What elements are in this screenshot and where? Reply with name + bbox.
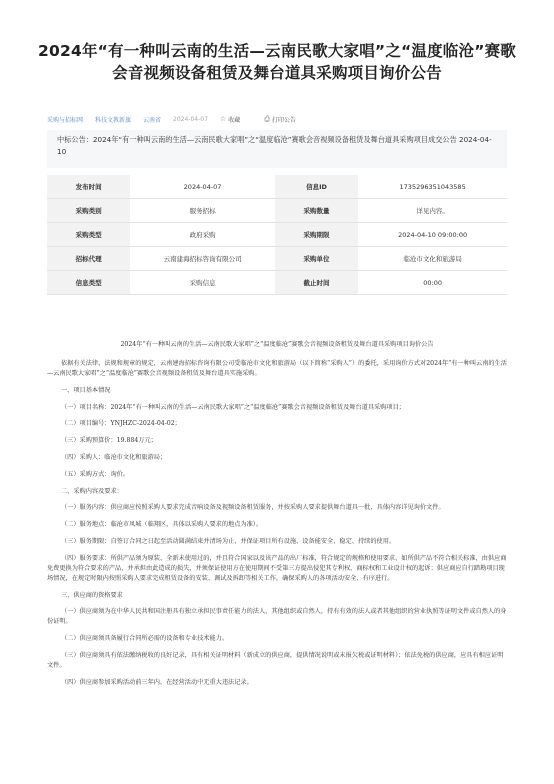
breadcrumb-item[interactable]: 云南省 — [143, 116, 162, 124]
body-paragraph: （一）项目名称：2024年“有一种叫云南的生活—云南民歌大家唱”之“温度临沧”赛歌会音视频设备租赁及舞台道具采购项目； — [61, 403, 405, 411]
meta-bar — [47, 112, 320, 126]
info-row — [47, 223, 507, 247]
body-paragraph: （四）采购人：临沧市文化和旅游局； — [61, 453, 167, 461]
body-paragraph: 二、采购内容及要求： — [61, 487, 123, 495]
body-paragraph: （三）采购预算价：19.884万元； — [61, 437, 157, 445]
info-label: 招标代理 — [47, 247, 130, 271]
body-paragraph: （四）服务要求：所供产品须为原装、全新未使用过的，并且符合国家以及该产品的出厂标准，符合规定的规格和使用要求，如所供产品不符合相关标准，由供应商免费更换为符合要求的产品，并承担由此造成的损失，并须保证使用方在使用期间不受第三方提出侵犯其专利权、商标权和工业设计权的起诉；供应商应自行踏勘项目现场情况，在规定时限内按照采购人要求完成租赁设备的安装、调试及拆卸等相关工作，确保采购人的各项活动安全、有序进行。 — [47, 554, 507, 582]
body-paragraph: （二）服务地点：临沧市凤城（临翔区，具体以采购人要求的地点为准）。 — [61, 521, 263, 529]
body-paragraph: （一）服务内容：供应商应按照采购人要求完成音响设备及视频设备租赁服务，并按采购人要求提供舞台道具一批，具体内容详见询价文件。 — [61, 504, 445, 512]
info-label: 截止时间 — [275, 271, 358, 295]
info-label: 采购单位 — [275, 247, 358, 271]
publish-date: 2024-04-07 — [173, 115, 208, 123]
title-line-1: 2024年“有一种叫云南的生活—云南民歌大家唱”之“温度临沧”赛歌 — [38, 42, 516, 60]
body-paragraph: （五）采购方式：询价。 — [61, 470, 130, 478]
info-value: 政府采购 — [130, 223, 275, 247]
print-button[interactable] — [264, 115, 308, 124]
body-paragraph: 三、供应商的资格要求 — [61, 591, 123, 599]
title-line-2: 会音视频设备租赁及舞台道具采购项目询价公告 — [112, 64, 442, 82]
announcement-body — [47, 340, 507, 695]
info-value: 临沧市文化和旅游局 — [358, 247, 507, 271]
info-value: 00:00 — [358, 271, 507, 295]
announcement-heading: 2024年“有一种叫云南的生活—云南民歌大家唱”之“温度临沧”赛歌会音视频设备租赁及舞台道具采购项目询价公告 — [120, 341, 434, 348]
favorite-label: 收藏 — [228, 116, 241, 124]
page-title — [20, 40, 534, 84]
printer-icon: ⎙ — [264, 114, 270, 123]
body-paragraph: （二）供应商须具备履行合同所必需的设备和专业技术能力。 — [61, 635, 229, 643]
print-label: 打印公告 — [271, 116, 296, 124]
breadcrumb-item[interactable]: 采购与招标网 — [47, 116, 84, 124]
info-value: 详见内容。 — [358, 199, 507, 223]
info-value: 服务招标 — [130, 199, 275, 223]
info-value: 2024-04-10 09:00:00 — [358, 223, 507, 247]
info-row — [47, 175, 507, 199]
info-value: 2024-04-07 — [130, 175, 275, 199]
info-table — [47, 175, 507, 295]
info-value: 云南建海招标咨询有限公司 — [130, 247, 275, 271]
info-value: 1735296351043585 — [358, 175, 507, 199]
info-label: 信息ID — [275, 175, 358, 199]
info-label: 采购数量 — [275, 199, 358, 223]
info-row — [47, 271, 507, 295]
body-paragraph: 一、项目基本情况 — [61, 386, 111, 394]
info-label: 采购类别 — [47, 199, 130, 223]
info-label: 采购类型 — [47, 223, 130, 247]
info-label: 采购期限 — [275, 223, 358, 247]
body-paragraph: （二）项目编号：YNJHZC-2024-04-02； — [61, 420, 181, 428]
info-row — [47, 199, 507, 223]
body-paragraph: （四）供应商参加采购活动前三年内，在经营活动中无重大违法记录。 — [61, 678, 253, 686]
favorite-button[interactable] — [220, 115, 252, 124]
info-row — [47, 247, 507, 271]
body-paragraph: 依据有关法律、法规和规章的规定，云南建海招标咨询有限公司受临沧市文化和旅游局（以下简称“采购人”）的委托，采用询价方式对2024年“有一种叫云南的生活—云南民歌大家唱”之“温度临沧”赛歌会音视频设备租赁及舞台道具实施采购。 — [47, 360, 507, 377]
info-value: 采购信息 — [130, 271, 275, 295]
body-paragraph: （三）供应商须具有依法缴纳税收的良好记录，具有相关证明材料（新成立的供应商，提供情况说明或未报欠税或证明材料）；依法免税的供应商，应具有相应证明文件。 — [47, 651, 504, 669]
body-paragraph: （三）服务期限：自签订合同之日起至活动圆满结束并清场为止，并保证项目所有设施、设备能安全、稳定、持续的使用。 — [61, 537, 396, 545]
breadcrumb-item[interactable]: 科技文教新旗 — [95, 116, 132, 124]
info-label: 信息类型 — [47, 271, 130, 295]
award-notice-link[interactable]: 中标公告：2024年“有一种叫云南的生活—云南民歌大家唱”之“温度临沧”赛歌会音视频设备租赁及舞台道具采购项目成交公告 2024-04-10 — [47, 130, 507, 168]
body-paragraph: （一）供应商须为在中华人民共和国注册具有独立承担民事责任能力的法人、其他组织或自然人，持有有效的法人或者其他组织的营业执照等证明文件或自然人的身份证明。 — [47, 608, 507, 626]
star-icon: ☆ — [219, 115, 227, 123]
info-label: 发布时间 — [47, 175, 130, 199]
